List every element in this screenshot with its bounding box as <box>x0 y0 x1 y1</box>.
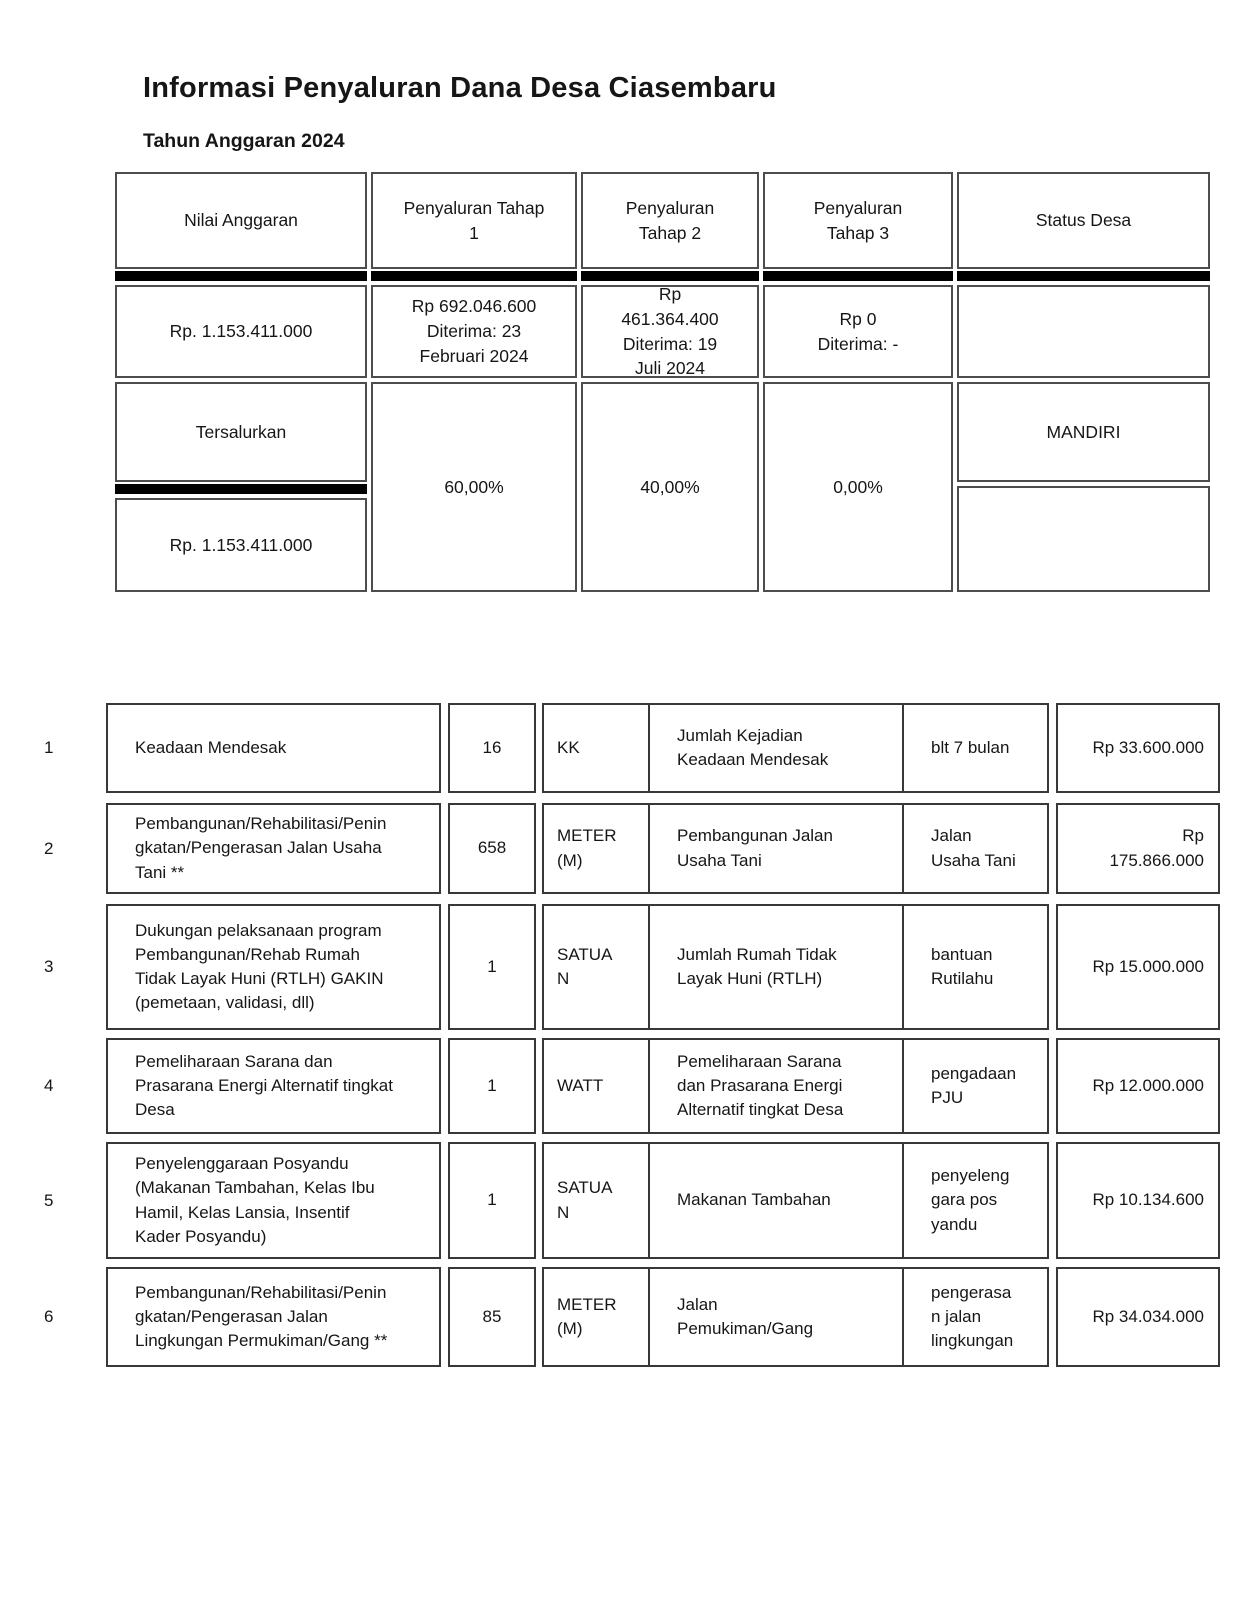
activity-quantity: 1 <box>448 1142 536 1259</box>
table-row <box>0 904 1236 1030</box>
activity-amount: Rp 12.000.000 <box>1056 1038 1220 1134</box>
tahap-3-amount: Rp 0 <box>839 308 877 329</box>
activity-note: pengadaan PJU <box>902 1040 1047 1132</box>
row-number: 1 <box>44 738 54 757</box>
activity-quantity: 1 <box>448 1038 536 1134</box>
tahap-3-amount-cell <box>763 285 953 378</box>
activity-amount: Rp 10.134.600 <box>1056 1142 1220 1259</box>
activity-detail-group <box>542 1142 1049 1259</box>
activity-output: Makanan Tambahan <box>648 1144 902 1257</box>
activity-detail-group <box>542 1038 1049 1134</box>
activity-detail-group <box>542 703 1049 793</box>
tahap-2-amount: Rp 461.364.400 <box>621 283 719 329</box>
row-number: 4 <box>44 1076 54 1095</box>
tahap-2-percent-cell: 40,00% <box>581 382 759 592</box>
table-row <box>0 1038 1236 1134</box>
budget-amount-cell: Rp. 1.153.411.000 <box>115 285 367 378</box>
activity-amount: Rp 34.034.000 <box>1056 1267 1220 1367</box>
activity-description: Pembangunan/Rehabilitasi/Peningkatan/Pengerasan Jalan Usaha Tani ** <box>106 803 441 894</box>
summary-header-nilai-anggaran: Nilai Anggaran <box>115 172 367 269</box>
activity-description: Pembangunan/Rehabilitasi/Peningkatan/Pengerasan Jalan Lingkungan Permukiman/Gang ** <box>106 1267 441 1367</box>
activity-output: Jalan Pemukiman/Gang <box>648 1269 902 1365</box>
activity-amount: Rp 175.866.000 <box>1056 803 1220 894</box>
activity-output: Jumlah Kejadian Keadaan Mendesak <box>648 705 902 791</box>
activity-output: Pemeliharaan Sarana dan Prasarana Energi Alternatif tingkat Desa <box>648 1040 902 1132</box>
activities-table <box>0 703 1236 1367</box>
status-desa-value-cell: MANDIRI <box>957 382 1210 482</box>
activity-unit: METER (M) <box>557 1294 617 1338</box>
activity-note: pengerasan jalan lingkungan <box>902 1269 1047 1365</box>
summary-col-tahap-3 <box>763 172 953 592</box>
activity-description: Dukungan pelaksanaan program Pembangunan/Rehab Rumah Tidak Layak Huni (RTLH) GAKIN (pemetaan, validasi, dll) <box>106 904 441 1030</box>
table-row <box>0 1267 1236 1367</box>
activity-output: Jumlah Rumah Tidak Layak Huni (RTLH) <box>648 906 902 1028</box>
activity-quantity: 85 <box>448 1267 536 1367</box>
table-row <box>0 1142 1236 1259</box>
summary-col-nilai-anggaran <box>115 172 367 592</box>
tahap-1-amount-cell <box>371 285 577 378</box>
page-title: Informasi Penyaluran Dana Desa Ciasembaru <box>143 72 777 104</box>
divider-bar <box>115 484 367 494</box>
activity-description: Penyelenggaraan Posyandu (Makanan Tambahan, Kelas Ibu Hamil, Kelas Lansia, Insentif Kader Posyandu) <box>106 1142 441 1259</box>
activity-note: blt 7 bulan <box>902 705 1047 791</box>
summary-col-status-desa <box>957 172 1210 592</box>
activity-output: Pembangunan Jalan Usaha Tani <box>648 805 902 892</box>
tahap-2-amount-cell <box>581 285 759 378</box>
activity-quantity: 658 <box>448 803 536 894</box>
row-number: 5 <box>44 1190 54 1210</box>
activity-detail-group <box>542 803 1049 894</box>
page-subtitle: Tahun Anggaran 2024 <box>143 130 345 152</box>
disbursed-amount-cell: Rp. 1.153.411.000 <box>115 498 367 592</box>
activity-note: penyelenggara pos yandu <box>902 1144 1047 1257</box>
activity-quantity: 1 <box>448 904 536 1030</box>
status-desa-empty-cell <box>957 285 1210 378</box>
tahap-1-amount: Rp 692.046.600 <box>411 296 537 317</box>
summary-header-status-desa: Status Desa <box>957 172 1210 269</box>
divider-bar <box>581 271 759 281</box>
activity-unit: WATT <box>557 1075 604 1095</box>
summary-header-tahap-3: Penyaluran Tahap 3 <box>763 172 953 269</box>
tahap-2-received-date: Diterima: 19 Juli 2024 <box>622 333 718 379</box>
activity-note: bantuan Rutilahu <box>902 906 1047 1028</box>
tahap-3-received-date: Diterima: - <box>817 333 899 354</box>
activity-description: Pemeliharaan Sarana dan Prasarana Energi Alternatif tingkat Desa <box>106 1038 441 1134</box>
table-row <box>0 803 1236 894</box>
summary-col-tahap-2 <box>581 172 759 592</box>
activity-amount: Rp 15.000.000 <box>1056 904 1220 1030</box>
divider-bar <box>763 271 953 281</box>
activity-unit: SATUAN <box>557 1178 613 1222</box>
table-row <box>0 703 1236 793</box>
summary-col-tahap-1 <box>371 172 577 592</box>
activity-note: Jalan Usaha Tani <box>902 805 1047 892</box>
status-desa-empty-cell <box>957 486 1210 592</box>
tahap-1-received-date: Diterima: 23 Februari 2024 <box>419 321 529 366</box>
tersalurkan-label-cell: Tersalurkan <box>115 382 367 482</box>
row-number: 6 <box>44 1307 54 1326</box>
activity-detail-group <box>542 1267 1049 1367</box>
tahap-1-percent-cell: 60,00% <box>371 382 577 592</box>
divider-bar <box>957 271 1210 281</box>
activity-unit: METER (M) <box>557 826 617 870</box>
tahap-3-percent-cell: 0,00% <box>763 382 953 592</box>
summary-header-tahap-2: Penyaluran Tahap 2 <box>581 172 759 269</box>
summary-table <box>115 172 1210 592</box>
activity-description: Keadaan Mendesak <box>106 703 441 793</box>
summary-header-tahap-1: Penyaluran Tahap 1 <box>371 172 577 269</box>
row-number: 3 <box>44 957 54 976</box>
activity-unit: SATUAN <box>557 944 613 988</box>
activity-amount: Rp 33.600.000 <box>1056 703 1220 793</box>
row-number: 2 <box>44 838 54 858</box>
activity-detail-group <box>542 904 1049 1030</box>
activity-unit: KK <box>557 737 580 757</box>
divider-bar <box>371 271 577 281</box>
divider-bar <box>115 271 367 281</box>
activity-quantity: 16 <box>448 703 536 793</box>
